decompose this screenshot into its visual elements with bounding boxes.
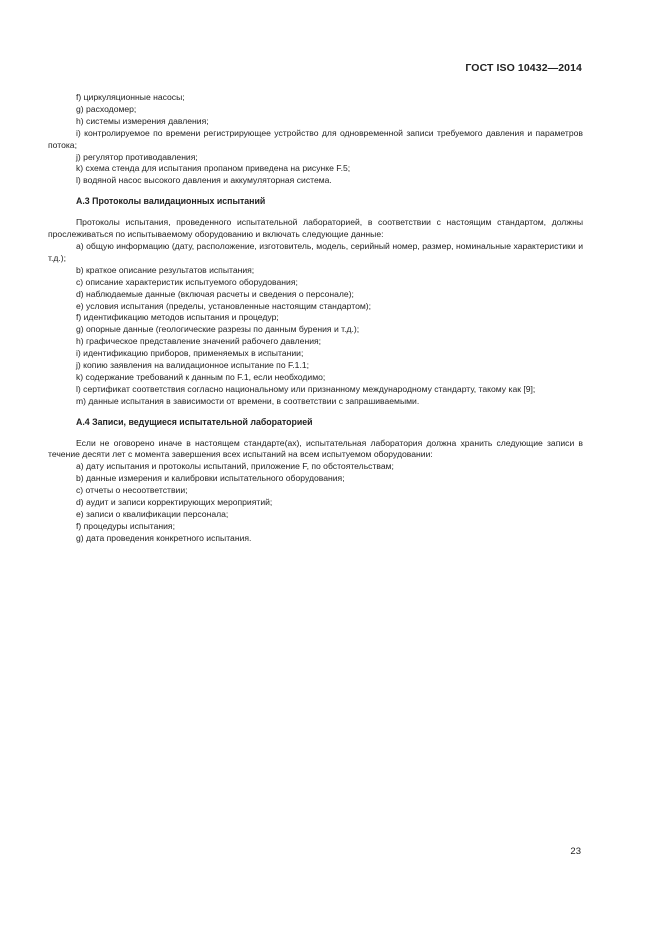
list-item: l) водяной насос высокого давления и аккумуляторная система. [76,175,332,186]
equipment-list [48,92,583,187]
list-item: f) идентификацию методов испытания и процедур; [76,312,279,323]
document-code: ГОСТ ISO 10432—2014 [465,62,582,74]
section-heading-a4: А.4 Записи, ведущиеся испытательной лабораторией [76,416,313,427]
list-item: h) графическое представление значений рабочего давления; [76,336,322,347]
section-intro: Если не оговорено иначе в настоящем стандарте(ах), испытательная лаборатория должна хранить следующие записи в течение десяти лет с момента завершения всех испытаний на всем испытуемом оборудовании: [48,437,583,460]
list-item: l) сертификат соответствия согласно национальному или признанному международному стандарту, такому как [9]; [76,383,536,394]
list-item: e) записи о квалификации персонала; [76,509,229,519]
list-item: m) данные испытания в зависимости от времени, в соответствии с запрашиваемыми. [76,395,420,406]
list-item: k) содержание требований к данным по F.1, если необходимо; [76,371,326,382]
list-item: i) идентификацию приборов, применяемых в испытании; [76,348,304,359]
page-content [48,92,583,545]
list-item: a) дату испытания и протоколы испытаний, приложение F, по обстоятельствам; [76,461,394,472]
a3-items-list [48,241,583,408]
list-item: g) опорные данные (геологические разрезы по данным бурения и т.д.); [76,324,360,335]
list-item: i) контролируемое по времени регистрирующее устройство для одновременной записи требуемого давления и параметров потока; [48,127,583,150]
list-item: c) описание характеристик испытуемого оборудования; [76,276,298,287]
section-intro: Протоколы испытания, проведенного испытательной лабораторией, в соответствии с настоящим стандартом, должны прослеживаться по испытываемому оборудованию и включать следующие данные: [48,217,583,240]
list-item: e) условия испытания (пределы, установленные настоящим стандартом); [76,300,372,311]
list-item: f) циркуляционные насосы; [76,92,185,102]
list-item: g) расходомер; [76,103,137,114]
list-item: j) регулятор противодавления; [76,151,198,162]
list-item: f) процедуры испытания; [76,520,175,531]
list-item: c) отчеты о несоответствии; [76,485,188,496]
list-item: b) краткое описание результатов испытания; [76,264,255,275]
a4-items-list [48,461,583,544]
list-item: g) дата проведения конкретного испытания. [76,532,252,543]
list-item: a) общую информацию (дату, расположение, изготовитель, модель, серийный номер, размер, номинальные характеристики и т.д.); [48,240,583,263]
page-number: 23 [570,846,581,857]
section-heading-a3: А.3 Протоколы валидационных испытаний [76,196,266,207]
list-item: d) аудит и записи корректирующих мероприятий; [76,497,273,508]
list-item: h) системы измерения давления; [76,115,209,126]
list-item: d) наблюдаемые данные (включая расчеты и сведения о персонале); [76,288,354,299]
list-item: j) копию заявления на валидационное испытание по F.1.1; [76,360,310,371]
list-item: k) схема стенда для испытания пропаном приведена на рисунке F.5; [76,163,351,174]
list-item: b) данные измерения и калибровки испытательного оборудования; [76,473,345,484]
